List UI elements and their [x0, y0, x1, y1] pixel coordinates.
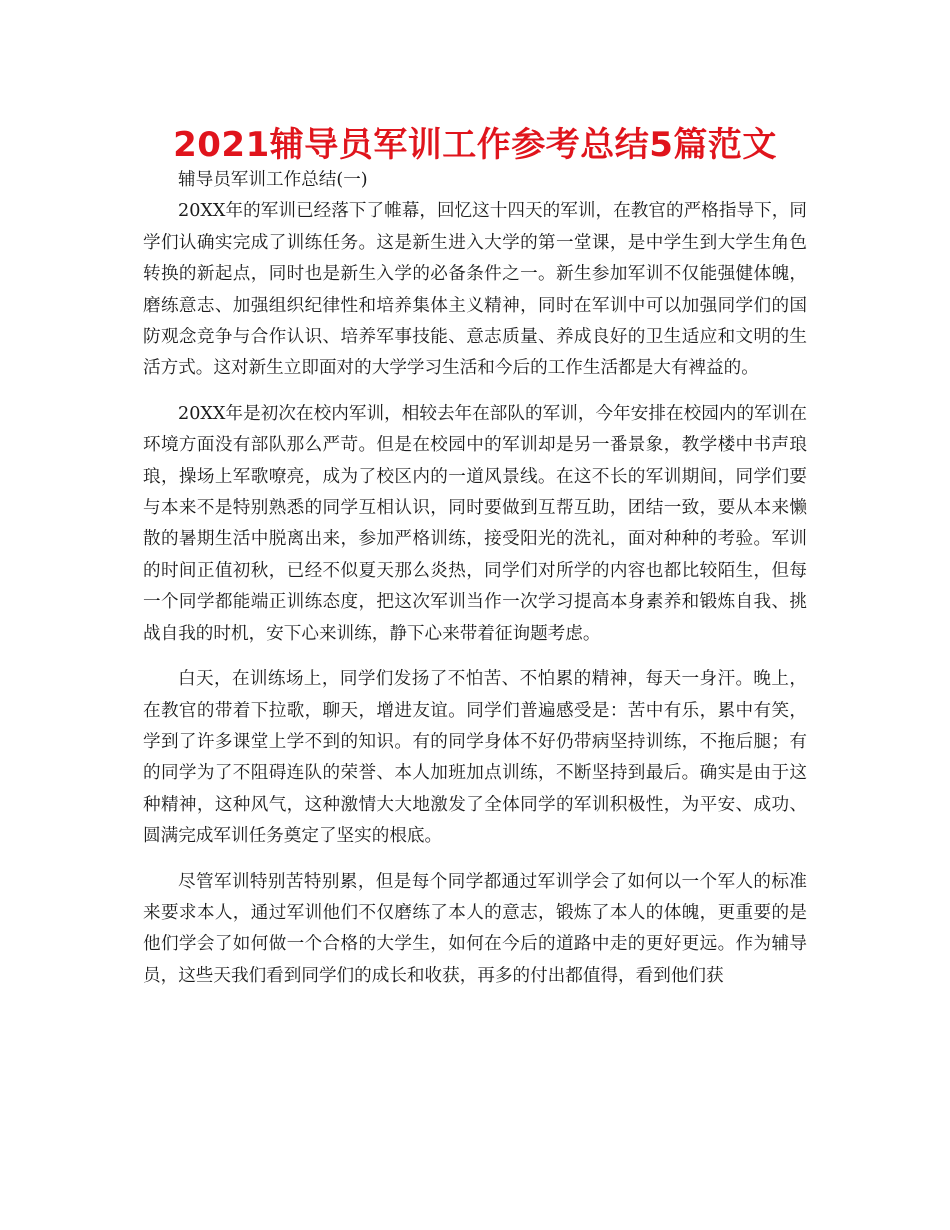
document-title: 2021辅导员军训工作参考总结5篇范文: [173, 125, 777, 165]
paragraph-1: 20XX年的军训已经落下了帷幕，回忆这十四天的军训，在教官的严格指导下，同学们认确实完成了训练任务。这是新生进入大学的第一堂课，是中学生到大学生角色转换的新起点，同时也是新生入学的必备条件之一。新生参加军训不仅能强健体魄，磨练意志、加强组织纪律性和培养集体主义精神，同时在军训中可以加强同学们的国防观念竞争与合作认识、培养军事技能、意志质量、养成良好的卫生适应和文明的生活方式。这对新生立即面对的大学学习生活和今后的工作生活都是大有裨益的。: [143, 201, 807, 379]
paragraph-4: 尽管军训特别苦特别累，但是每个同学都通过军训学会了如何以一个军人的标准来要求本人，通过军训他们不仅磨练了本人的意志，锻炼了本人的体魄，更重要的是他们学会了如何做一个合格的大学生，如何在今后的道路中走的更好更远。作为辅导员，这些天我们看到同学们的成长和收获，再多的付出都值得，看到他们获: [143, 871, 807, 986]
document-body: [143, 165, 807, 992]
section-heading: 辅导员军训工作总结(一): [178, 170, 368, 190]
paragraph-3: 白天，在训练场上，同学们发扬了不怕苦、不怕累的精神，每天一身汗。晚上，在教官的带着下拉歌，聊天，增进友谊。同学们普遍感受是：苦中有乐，累中有笑，学到了许多课堂上学不到的知识。有的同学身体不好仍带病坚持训练，不拖后腿；有的同学为了不阻碍连队的荣誉、本人加班加点训练，不断坚持到最后。确实是由于这种精神，这种风气，这种激情大大地激发了全体同学的军训积极性，为平安、成功、圆满完成军训任务奠定了坚实的根底。: [143, 669, 807, 847]
paragraph-2: 20XX年是初次在校内军训，相较去年在部队的军训，今年安排在校园内的军训在环境方面没有部队那么严苛。但是在校园中的军训却是另一番景象，教学楼中书声琅琅，操场上军歌嘹亮，成为了校区内的一道风景线。在这不长的军训期间，同学们要与本来不是特别熟悉的同学互相认识，同时要做到互帮互助，团结一致，要从本来懒散的暑期生活中脱离出来，参加严格训练，接受阳光的洗礼，面对种种的考验。军训的时间正值初秋，已经不似夏天那么炎热，同学们对所学的内容也都比较陌生，但每一个同学都能端正训练态度，把这次军训当作一次学习提高本身素养和锻炼自我、挑战自我的时机，安下心来训练，静下心来带着征询题考虑。: [143, 403, 807, 644]
